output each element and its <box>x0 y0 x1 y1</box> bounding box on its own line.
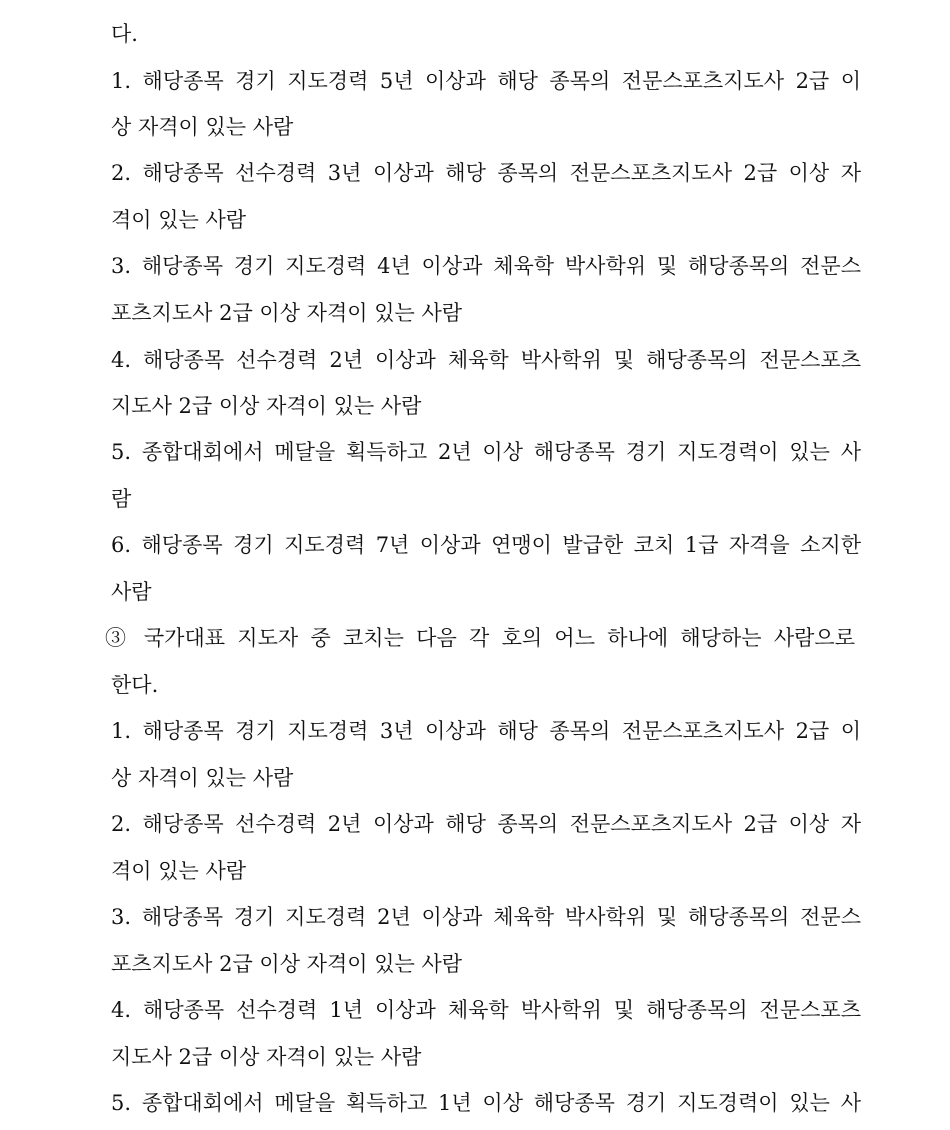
text-line: 다. <box>111 22 138 46</box>
text-line: 2. 해당종목 선수경력 2년 이상과 해당 종목의 전문스포츠지도사 2급 이상 자 <box>111 812 861 836</box>
text-line: 2. 해당종목 선수경력 3년 이상과 해당 종목의 전문스포츠지도사 2급 이상 자 <box>111 161 861 185</box>
text-line: 5. 종합대회에서 메달을 획득하고 1년 이상 해당종목 경기 지도경력이 있는 사 <box>111 1091 861 1115</box>
text-line: 3. 해당종목 경기 지도경력 4년 이상과 체육학 박사학위 및 해당종목의 전문스 <box>111 254 861 278</box>
text-line: 포츠지도사 2급 이상 자격이 있는 사람 <box>111 952 463 976</box>
text-line: 지도사 2급 이상 자격이 있는 사람 <box>111 1045 422 1069</box>
text-line: 포츠지도사 2급 이상 자격이 있는 사람 <box>111 301 463 325</box>
text-line: 지도사 2급 이상 자격이 있는 사람 <box>111 394 422 418</box>
text-line: 4. 해당종목 선수경력 2년 이상과 체육학 박사학위 및 해당종목의 전문스포츠 <box>111 348 861 372</box>
text-line: 6. 해당종목 경기 지도경력 7년 이상과 연맹이 발급한 코치 1급 자격을 소지한 <box>111 533 861 557</box>
text-line: 상 자격이 있는 사람 <box>111 115 294 139</box>
text-line: 격이 있는 사람 <box>111 859 247 883</box>
text-line: 3. 해당종목 경기 지도경력 2년 이상과 체육학 박사학위 및 해당종목의 전문스 <box>111 905 861 929</box>
text-line: 4. 해당종목 선수경력 1년 이상과 체육학 박사학위 및 해당종목의 전문스포츠 <box>111 998 861 1022</box>
text-line: 사람 <box>111 580 152 604</box>
text-line: 한다. <box>111 673 159 697</box>
text-line: 상 자격이 있는 사람 <box>111 766 294 790</box>
text-line: 1. 해당종목 경기 지도경력 5년 이상과 해당 종목의 전문스포츠지도사 2급 이 <box>111 69 861 93</box>
text-line: 1. 해당종목 경기 지도경력 3년 이상과 해당 종목의 전문스포츠지도사 2급 이 <box>111 719 861 743</box>
text-line: ③ 국가대표 지도자 중 코치는 다음 각 호의 어느 하나에 해당하는 사람으로 <box>105 626 855 650</box>
text-line: 5. 종합대회에서 메달을 획득하고 2년 이상 해당종목 경기 지도경력이 있는 사 <box>111 440 861 464</box>
text-line: 람 <box>111 487 132 511</box>
text-line: 격이 있는 사람 <box>111 208 247 232</box>
